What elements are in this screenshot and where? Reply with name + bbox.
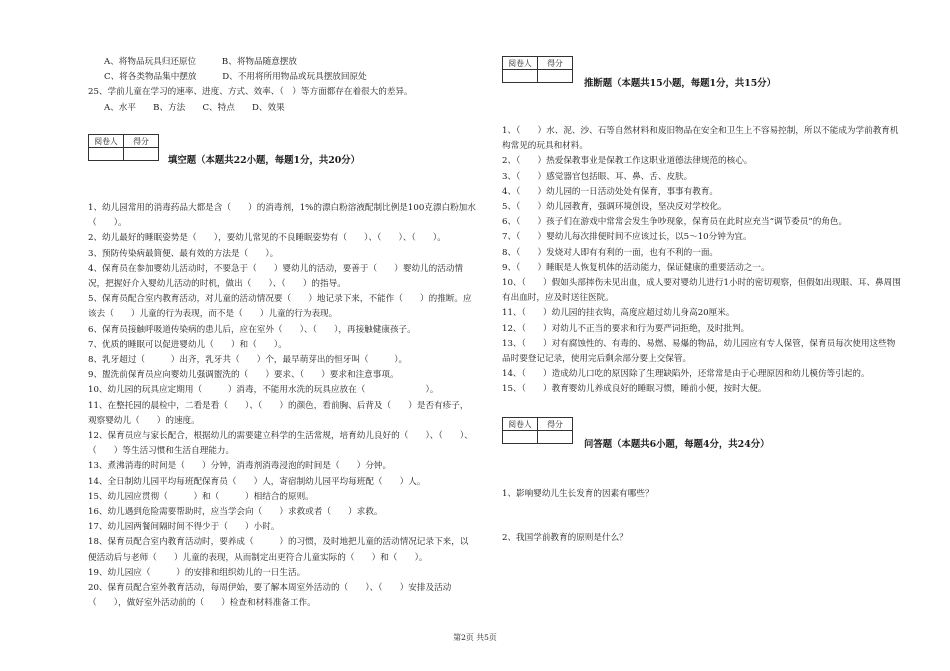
judgment-item: 10、（ ）假如头部摔伤未见出血，成人要对婴幼儿进行1小时的密切观察，但假如出现眼、耳、鼻周围有出血时，应及时送往医院。 <box>502 278 901 304</box>
question-item: 18、保育员配合室内教育活动时，要养成（ ）的习惯，及时地把儿童的活动情况记录下来，以便活动后与老师（ ）儿童的表现，从而制定出更符合儿童实际的（ ）和（ ）。 <box>88 537 469 563</box>
question-item: 13、煮沸消毒的时间是（ ）分钟，消毒剂消毒浸泡的时间是（ ）分钟。 <box>88 461 392 472</box>
judgment-item: 1、（ ）水、泥、沙、石等自然材料和废旧物品在安全和卫生上不容易控制，所以不能成为学前教育机构常见的玩具和材料。 <box>502 126 899 152</box>
judgment-questions <box>502 124 902 398</box>
question-item: 7、优质的睡眠可以促进婴幼儿（ ）和（ ）。 <box>88 339 287 350</box>
score-label: 得分 <box>538 418 573 431</box>
question-item: 10、幼儿园的玩具应定期用（ ）消毒，不能用水洗的玩具应放在（ ）。 <box>88 385 439 396</box>
qa-question-2: 2、我国学前教育的原则是什么？ <box>502 533 628 543</box>
judgment-item: 15、（ ）教育婴幼儿养成良好的睡眠习惯，睡前小便，按时大便。 <box>502 384 767 395</box>
score-label: 得分 <box>538 57 573 70</box>
judgment-item: 9、（ ）睡眠是人恢复机体的活动能力，保证健康的重要活动之一。 <box>502 262 770 273</box>
score-label: 得分 <box>124 135 159 148</box>
grader-cell[interactable] <box>503 431 538 444</box>
question-item: 6、保育员接触呼吸道传染病的患儿后，应在室外（ ）、（ ），再接触健康孩子。 <box>88 324 416 335</box>
judgment-item: 8、（ ）发烧对人即有有利的一面，也有不利的一面。 <box>502 247 719 258</box>
judgment-item: 13、（ ）对有腐蚀性的、有毒的、易燃、易爆的物品，幼儿园应有专人保管，保育员每次使用这些物品时要登记记录，使用完后剩余部分要上交保管。 <box>502 338 896 365</box>
question-item: 11、在整托园的晨检中，二看是看（ ）、（ ）的颜色，看前胸、后背及（ ）是否有疹子，观察婴幼儿（ ）的速度。 <box>88 400 469 426</box>
section-title-judgment: 推断题（本题共15小题，每题1分，共15分） <box>584 78 776 89</box>
question-item: 5、保育员配合室内教育活动，对儿童的活动情况要（ ）地记录下来，不能作（ ）的推断。应该去（ ）儿童的行为表现，而不是（ ）儿童的行为表现。 <box>88 294 472 320</box>
question-item: 16、幼儿遇到危险需要帮助时，应当学会向（ ）求救或者（ ）求救。 <box>88 507 383 518</box>
grader-label: 阅卷人 <box>503 418 538 431</box>
judgment-item: 12、（ ）对幼儿不正当的要求和行为要严词拒绝，及时批判。 <box>502 323 750 334</box>
judgment-item: 14、（ ）造成幼儿口吃的原因除了生理缺陷外，还常常是由于心理原因和幼儿模仿等引起的。 <box>502 369 870 380</box>
grader-cell[interactable] <box>503 70 538 83</box>
score-box-qa <box>502 417 573 444</box>
question-item: 12、保育员应与家长配合，根据幼儿的需要建立科学的生活常规，培育幼儿良好的（ ）、（ ）、（ ）等生活习惯和生活自理能力。 <box>88 431 473 457</box>
question-item: 19、幼儿园应（ ）的安排和组织幼儿的一日生活。 <box>88 567 306 578</box>
question-item: 15、幼儿园应贯彻（ ）和（ ）相结合的原则。 <box>88 491 314 502</box>
score-box-judgment <box>502 56 573 83</box>
question-item: 4、保育员在参加婴幼儿活动时，不要急于（ ）婴幼儿的活动，要善于（ ）婴幼儿的活动情况，把握好介入婴幼儿活动的时机，做出（ ）、（ ）的指导。 <box>88 263 464 290</box>
question-item: 17、幼儿园两餐间隔时间不得少于（ ）小时。 <box>88 522 280 533</box>
question-item: 8、乳牙超过（ ）出齐，乳牙共（ ）个，最早萌芽出的恒牙叫（ ）。 <box>88 355 408 366</box>
question-item: 2、幼儿最好的睡眠姿势是（ ），要幼儿常见的不良睡眠姿势有（ ）、（ ）、（ ）。 <box>88 233 446 244</box>
judgment-item: 4、（ ）幼儿园的一日活动处处有保育，事事有教育。 <box>502 186 719 197</box>
question-item: 1、幼儿园常用的消毒药品大都是含（ ）的消毒剂，1%的漂白粉溶液配制比例是100克漂白粉加水（ ）。 <box>88 203 476 229</box>
score-cell[interactable] <box>124 148 159 161</box>
question-item: 14、全日制幼儿园平均每班配保育员（ ）人，寄宿制幼儿园平均每班配（ ）人。 <box>88 476 426 487</box>
question-25: 25、学前儿童在学习的速率、进度、方式、效率、（ ）等方面都存在着很大的差异。 <box>88 87 413 98</box>
option-line: A、将物品玩具归还原位 B、将物品随意摆放 <box>104 57 297 67</box>
left-column <box>88 55 468 116</box>
option-line: C、将各类物品集中摆放 D、不用将所用物品或玩具摆放回原处 <box>104 72 367 83</box>
score-cell[interactable] <box>538 70 573 83</box>
grader-label: 阅卷人 <box>503 57 538 70</box>
question-item: 20、保育员配合室外教育活动，每周伊始，要了解本周室外活动的（ ）、（ ）安排及活动（ ），做好室外活动前的（ ）检查和材料准备工作。 <box>88 583 452 609</box>
judgment-item: 2、（ ）热爱保教事业是保教工作这职业道德法律规范的核心。 <box>502 156 753 167</box>
score-cell[interactable] <box>538 431 573 444</box>
score-box-fill <box>88 134 159 161</box>
judgment-item: 6、（ ）孩子们在游戏中常常会发生争吵现象，保育员在此时应充当“调节委员”的角色。 <box>502 217 848 228</box>
grader-cell[interactable] <box>89 148 124 161</box>
page-number: 第2页 共5页 <box>453 633 497 642</box>
fill-questions <box>88 201 476 611</box>
grader-label: 阅卷人 <box>89 135 124 148</box>
judgment-item: 5、（ ）幼儿园教育，强调环境创设，坚决反对学校化。 <box>502 202 727 213</box>
question-item: 9、盥洗前保育员应向婴幼儿强调盥洗的（ ）要求、（ ）要求和注意事项。 <box>88 370 399 381</box>
section-title-fill: 填空题（本题共22小题，每题1分，共20分） <box>168 155 360 166</box>
judgment-item: 7、（ ）婴幼儿每次排便时间不应该过长，以5～10分钟为宜。 <box>502 232 752 243</box>
option-line: A、水平 B、方法 C、特点 D、效果 <box>104 102 285 113</box>
qa-question-1: 1、影响婴幼儿生长发育的因素有哪些？ <box>502 489 654 499</box>
judgment-item: 3、（ ）感觉器官包括眼、耳、鼻、舌、皮肤。 <box>502 171 693 182</box>
judgment-item: 11、（ ）幼儿园的挂衣钩，高度应超过幼儿身高20厘米。 <box>502 308 735 319</box>
section-title-qa: 问答题（本题共6小题，每题4分，共24分） <box>584 439 770 450</box>
question-item: 3、预防传染病最简便、最有效的方法是（ ）。 <box>88 248 279 259</box>
